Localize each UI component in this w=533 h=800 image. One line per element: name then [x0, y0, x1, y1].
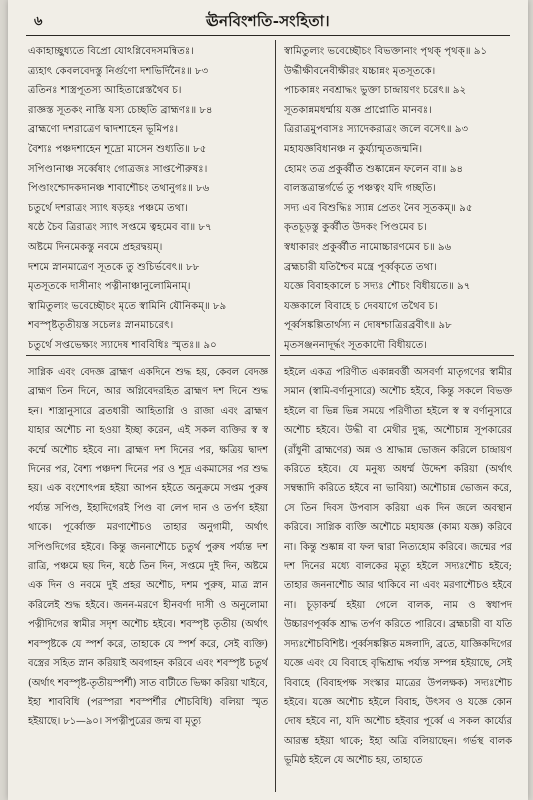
verse-line: ব্রাহ্মণো দশরাত্রেণ দ্বাদশাহেন ভূমিপঃ। — [28, 124, 179, 136]
verse-line: বালস্তত্রান্তর্গর্ভে তু পঞ্চত্বং যদি গচ্ছতি। — [284, 183, 437, 195]
verse-line: ত্র্যহাৎ কেবলবেদস্তু নির্গুণো দশভির্দিনৈঃ॥ ৮৩ — [28, 65, 209, 77]
verse-line: একাহাচ্ছুধ্যতে বিপ্রো যোঽগ্নিবেদসমন্বিতঃ। — [28, 46, 194, 57]
verse-line: ষষ্ঠে চৈব ত্রিরাত্রং স্যাৎ সপ্তমে ত্বহমেব বা॥ ৮৭ — [28, 222, 212, 234]
verse-line: স্বধাকারং প্রকুর্ব্বীত নামোচ্চারণমেব চ॥ ৯৬ — [284, 241, 452, 253]
verse-line: চতুর্থে দশরাত্রং স্যাৎ ষড়হঃ পঞ্চমে তথা। — [28, 202, 188, 214]
verse-line: চতুর্থে সপ্তভেক্ষ্যং স্যাদেষ শাববিধিঃ স্মৃতঃ॥ ৯০ — [28, 339, 217, 351]
verses-left-column — [28, 42, 268, 354]
verse-line: মৃতসূতকে দাসীনাং পত্নীনাঞ্চানুলোমিনাম্। — [28, 281, 191, 293]
verse-line: শবস্পৃষ্টতৃতীয়স্ত সচেলঃ স্নানমাচরেৎ। — [28, 320, 174, 332]
verse-line: পূর্ব্বসঙ্কল্পিতার্থস্য ন দোষশ্চাত্রিরব্রবীৎ॥ ৯৮ — [284, 320, 452, 332]
verse-line: ত্রতিনঃ শাস্ত্রপূতস্য আহিতাগ্নেস্তথৈব চ। — [28, 85, 182, 97]
verse-line: হোমং তত্র প্রকুর্ব্বীত শুষ্কান্নেন ফলেন বা॥ ৯৪ — [284, 163, 464, 175]
section-rule-right — [280, 355, 514, 356]
verse-line: কৃতচূড়স্তু কুর্ব্বীত উদকং পিণ্ডমেব চ। — [284, 222, 427, 234]
verses-right-column — [284, 42, 512, 354]
verse-line: পিণ্ডাংশ্চোদকদানঞ্চ শাবাশৌচং তথানুগঃ॥ ৮৬ — [28, 183, 210, 195]
verse-line: স্বামিতুল্যং ভবেচ্ছৌচং বিভক্তানাং পৃথক্ পৃথক্॥ ৯১ — [284, 46, 488, 57]
page-title: ঊনবিংশতি-সংহিতা। — [206, 12, 330, 30]
verse-line: ব্রহ্মচারী যতিশ্চৈব মন্ত্রে পূর্ব্বকৃতে তথা। — [284, 261, 437, 273]
page-number: ৬ — [34, 14, 43, 29]
verse-line: মহাযজ্ঞবিধানঞ্চ ন কুর্য্যান্মৃতজন্মনি। — [284, 143, 423, 155]
verse-line: ত্রিরাত্রমুপবাসঃ স্যাদেকরাত্রং জলে বসেৎ॥ ৯৩ — [284, 124, 469, 136]
page-header — [8, 10, 528, 36]
verse-line: অষ্টমে দিনমেকস্তু নবমে প্রহরদ্বয়ম্। — [28, 241, 163, 253]
verse-line: যজ্ঞে বিবাহকালে চ সদ্যঃ শৌচং বিধীয়তে॥ ৯৭ — [284, 281, 471, 293]
verse-line: দশমে স্নানমাত্রেণ সূতকে তু শুচির্ভবেৎ॥ ৮৮ — [28, 261, 200, 273]
commentary-left-column — [28, 363, 268, 793]
verse-line: স্বামিতুল্যং ভবেচ্ছৌচং মৃতে স্বামিনি যৌনিকম্॥ ৮৯ — [28, 300, 227, 312]
verse-line: রাজ্ঞস্ত সূতকং নাস্তি যস্য চেচ্ছতি ব্রাহ্মণঃ॥ ৮৪ — [28, 104, 213, 116]
verse-line: সদ্য এব বিশুদ্ধিঃ স্যান্ন প্রেতং নৈব সূতকম্॥ ৯৫ — [284, 202, 473, 214]
verse-line: যজ্ঞকালে বিবাহে চ দেবযাগে তথৈব চ। — [284, 300, 438, 312]
verse-line: সূতকান্নমধর্ম্মায় যজ্ঞ প্রাপ্নোতি মানবঃ। — [284, 104, 432, 116]
commentary-paragraph: হইলে একত্র পরিণীত একান্নবর্ত্তী অসবর্ণা মাতৃগণের স্বামীর সমান (স্বামি-বর্ণানুসারে) অশৌচ হইবে, কিন্তু সকলে বিভক্ত হইলে বা ভিন্ন ভিন্ন সময়ে পরিণীতা হইলে স্ব স্ব বর্ণানুসারে অশৌচ হইবে। উদ্ধী বা মেথীর দুগ্ধ, অশৌচান্ন সূপকারের (রাঁধুনী ব্রাহ্মণের) অন্ন ও শ্রাদ্ধান্ন ভোজন করিলে চান্দ্রায়ণ করিতে হইবে। যে মনুষ্য অধর্ম্ম উদ্দেশ করিয়া (অর্থাৎ সম্বন্ধাদি করিতে হইবে না ভাবিয়া) অশৌচান্ন ভোজন করে, সে তিন দিবস উপবাস করিয়া এক দিন জলে অবস্থান করিবে। সাগ্নিক ব্যক্তি অশৌচে মহাযজ্ঞ (কাম্য যজ্ঞ) করিবে না। কিন্তু শুষ্কান্ন বা ফল দ্বারা নিত্যহোম করিবে। জন্মের পর দশ দিনের মধ্যে বালকের মৃত্যু হইলে সদ্যঃশৌচ হইবে; তাহার জননাশৌচ আর থাকিবে না এবং মরণাশৌচও হইবে না। চূড়াকর্ম্ম হইয়া গেলে বালক, নাম ও স্বধাপদ উচ্চারণপূর্ব্বক শ্রাদ্ধ তর্পণ করিতে পারিবে। ব্রহ্মচারী বা যতি সদ্যঃশৌচবিশিষ্ট। পূর্ব্বসঙ্কল্পিত মঙ্গলাদি, ব্রতে, যাজ্ঞিকদিগের যজ্ঞে এবং যে বিবাহে বৃদ্ধিশ্রাদ্ধ পর্য্যন্ত সম্পন্ন হইয়াছে, সেই বিবাহে (বিবাহপক্ষ সংস্কার মাত্রের উপলক্ষক) সদ্যঃশৌচ হইবে। যজ্ঞে অশৌচ হইলে বিবাহ, উৎসব ও যজ্ঞে কোন দোষ হইবে না, যদি অশৌচ হইবার পূর্ব্বে এ সকল কার্য্যের আরম্ভ হইয়া থাকে; ইহা অত্রি বলিয়াছেন। গর্ভস্থ বালক ভূমিষ্ঠ হইলে যে অশৌচ হয়, তাহাতে — [284, 367, 512, 767]
column-divider — [275, 40, 276, 792]
verse-line: সপিণ্ডানাঞ্চ সর্ব্বেষাং গোত্রজঃ সাপ্তপৌরুষঃ। — [28, 163, 208, 175]
commentary-paragraph: সাগ্নিক এবং বেদজ্ঞ ব্রাহ্মণ একদিনে শুদ্ধ হয়, কেবল বেদজ্ঞ ব্রাহ্মণ তিন দিনে, আর অগ্নিবেদরহিত ব্রাহ্মণ দশ দিনে শুদ্ধ হন। শাস্ত্রানুসারে ব্রতধারী আহিতাগ্নি ও রাজা এবং ব্রাহ্মণ যাহার অশৌচ না হওয়া ইচ্ছা করেন, এই সকল ব্যক্তির স্ব স্ব কর্ম্মে অশৌচ হইবে না। ব্রাহ্মণ দশ দিনের পর, ক্ষত্রিয় দ্বাদশ দিনের পর, বৈশ্য পঞ্চদশ দিনের পর ও শূদ্র একমাসের পর শুদ্ধ হয়। এক বংশোৎপন্ন হইয়া আপন হইতে অনুক্রমে সপ্তম পুরুষ পর্য্যন্ত সপিণ্ড, ইহাদিগেরই পিণ্ড বা লেপ দান ও তর্পণ হইয়া থাকে। পূর্ব্বোক্ত মরণাশৌচও তাহার অনুগামী, অর্থাৎ সপিণ্ডদিগের হইবে। কিন্তু জননাশৌচে চতুর্থ পুরুষ পর্য্যন্ত দশ রাত্রি, পঞ্চমে ছয় দিন, ষষ্ঠে তিন দিন, সপ্তমে দুই দিন, অষ্টমে এক দিন ও নবমে দুই প্রহর অশৌচ, দশম পুরুষ, মাত্র স্নান করিলেই শুদ্ধ হইবে। জনন-মরণে হীনবর্ণা দাসী ও অনুলোমা পত্নীদিগের স্বামীর সদৃশ অশৌচ হইবে। শবস্পৃষ্ট তৃতীয় (অর্থাৎ শবস্পৃষ্টকে যে স্পর্শ করে, তাহাকে যে স্পর্শ করে, সেই ব্যক্তি) বস্ত্রের সহিত স্নান করিয়াই অবগাহন করিবে এবং শবস্পৃষ্ট চতুর্থ (অর্থাৎ শবস্পৃষ্ট-তৃতীয়স্পর্শী) সাত বাটীতে ভিক্ষা করিয়া খাইবে, ইহা শাববিধি (পরস্পরা শবস্পর্শীর শৌচবিধি) বলিয়া স্মৃত হইয়াছে। ৮১—৯০। সপত্নীপুত্রের জন্ম বা মৃত্যু — [28, 367, 268, 728]
verse-line: উর্দ্ধীক্ষীবনেবীক্ষীরং যচ্চান্নং মৃতসূতকে। — [284, 65, 436, 77]
section-rule-left — [26, 355, 270, 356]
book-page — [8, 0, 528, 800]
verse-line: পাচকান্নং নবশ্রাদ্ধং ভুক্তা চান্দ্রায়ণং চরেৎ॥ ৯২ — [284, 85, 467, 97]
commentary-right-column — [284, 363, 512, 793]
verse-line: মৃতসঞ্জননাদূর্দ্ধং সূতকাদৌ বিধীয়তে। — [284, 339, 427, 351]
verse-line: বৈশ্যঃ পঞ্চদশাহেন শূদ্রো মাসেন শুধ্যতি॥ ৮৫ — [28, 143, 207, 155]
header-rule — [26, 35, 510, 36]
